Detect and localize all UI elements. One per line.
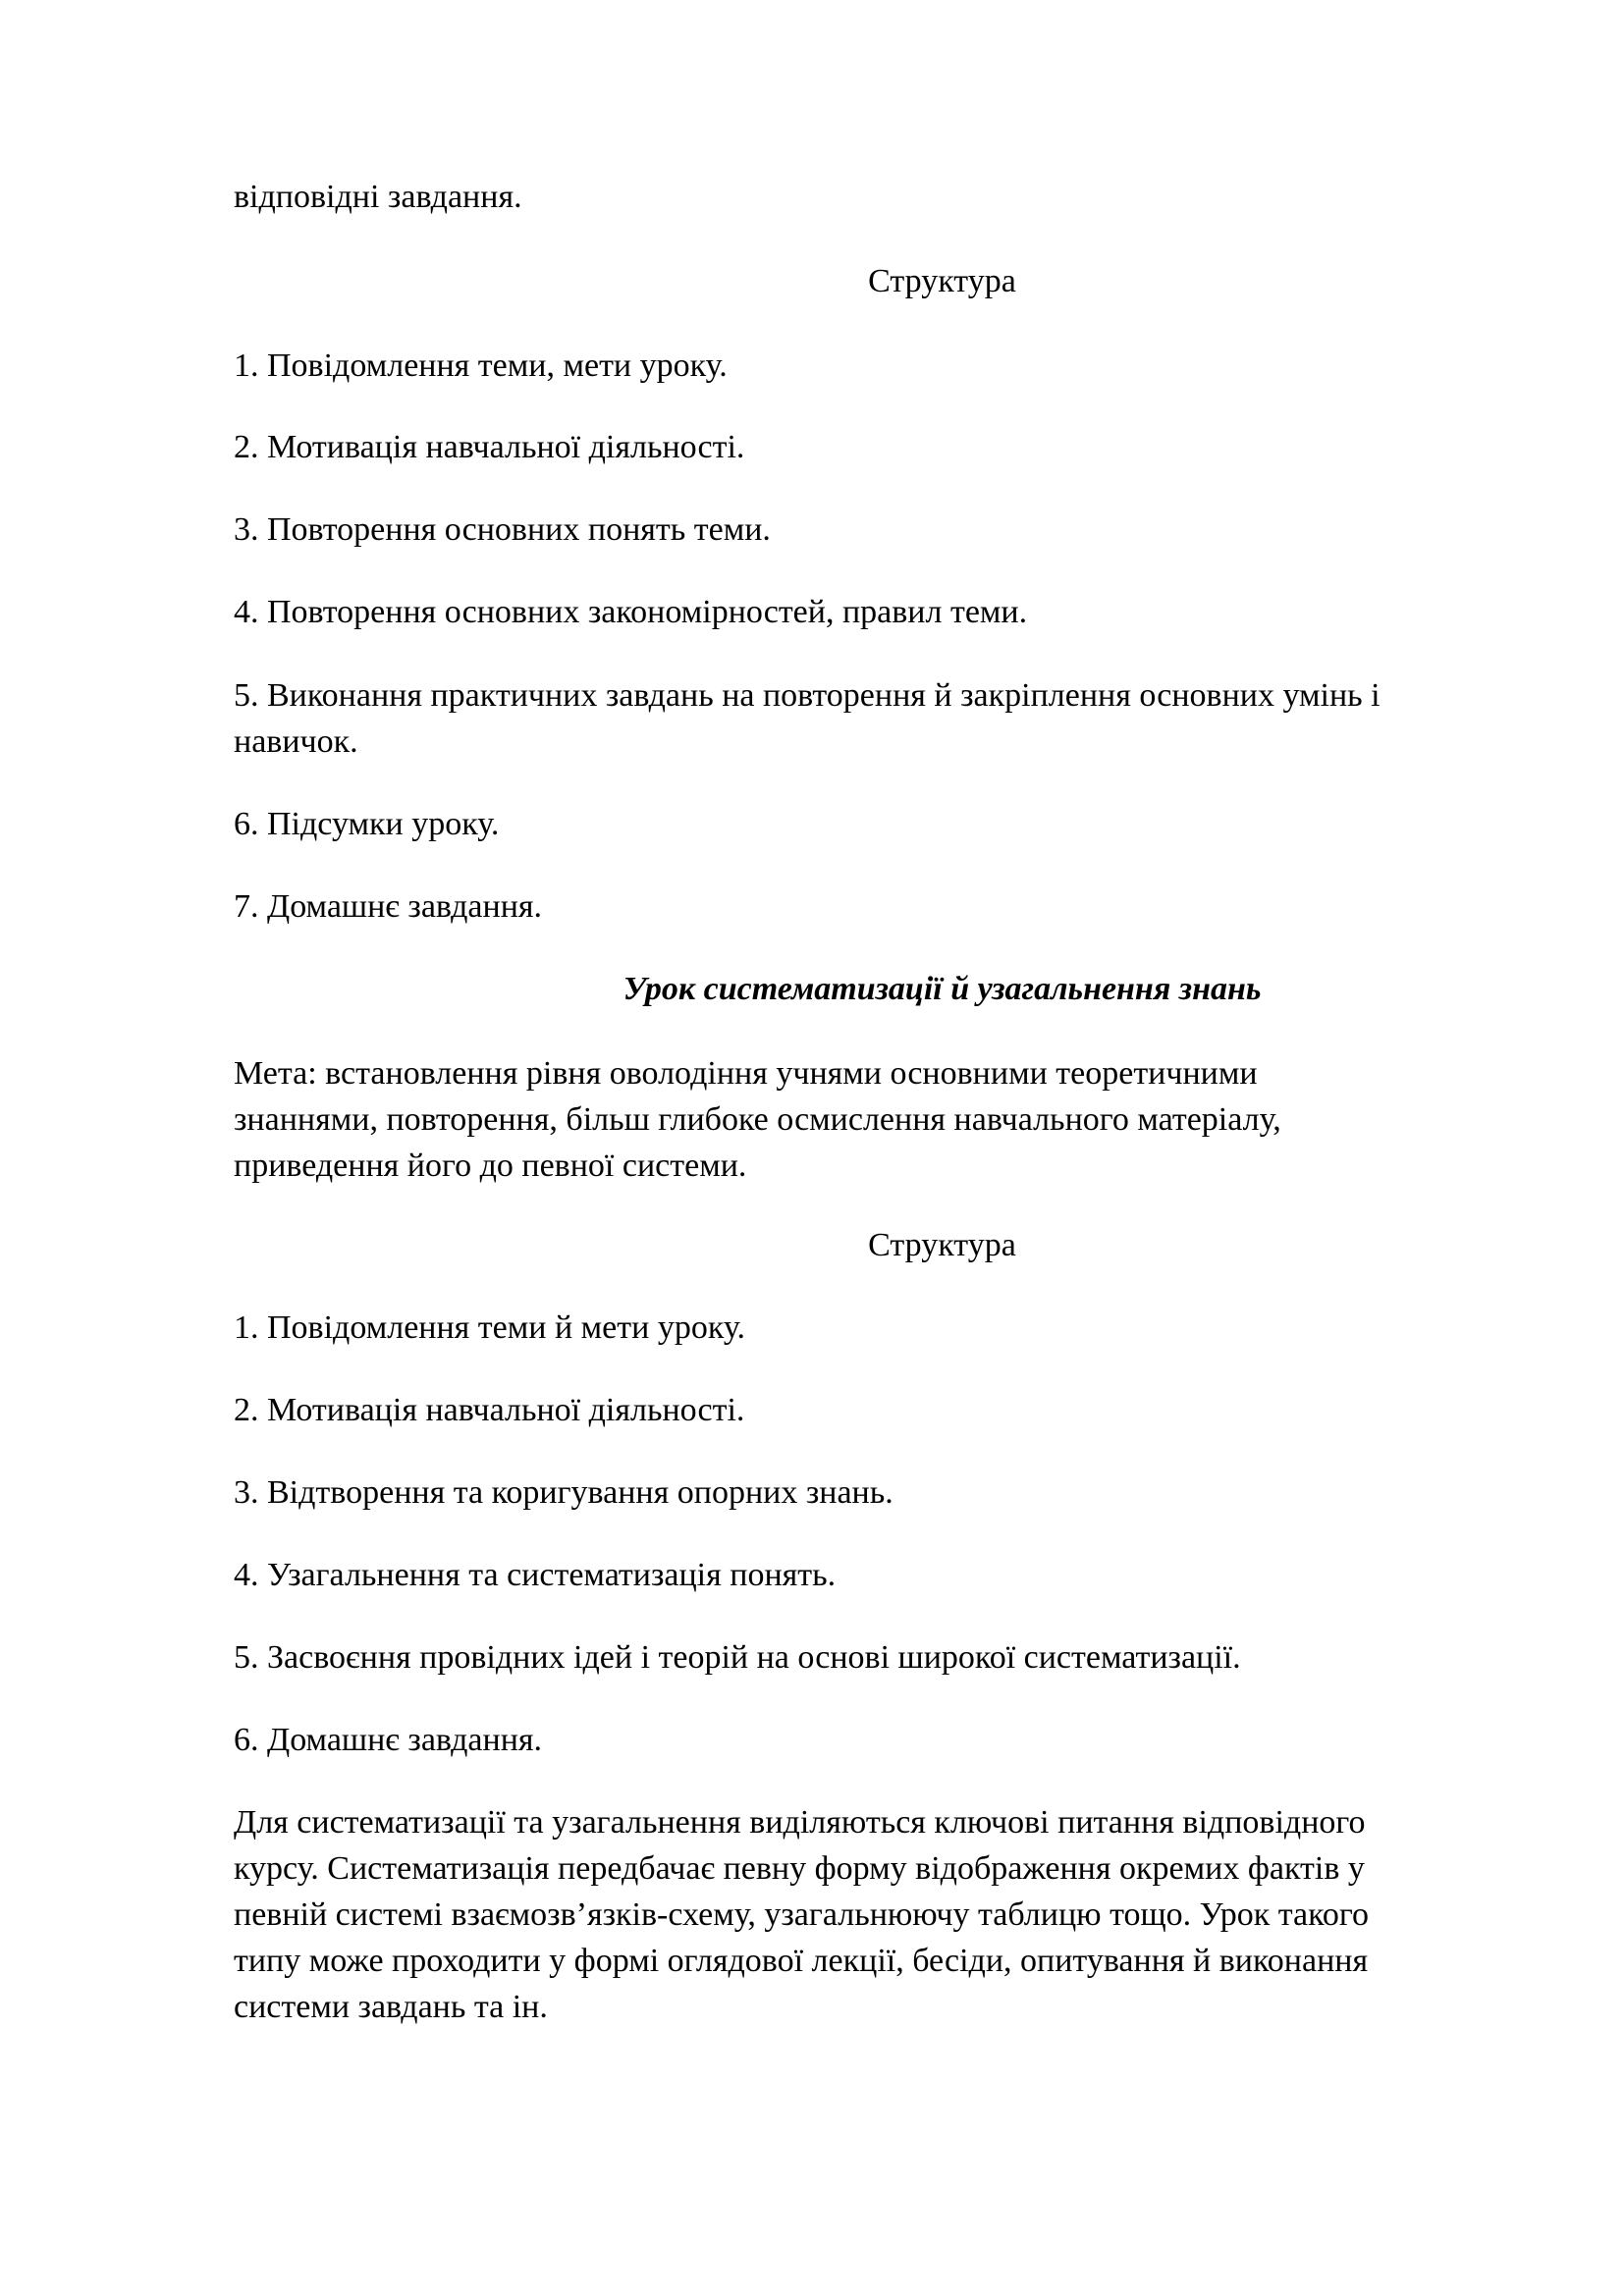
lesson-title: Урок систематизації й узагальнення знань	[623, 971, 1262, 1007]
section2-item: 1. Повідомлення теми й мети уроку.	[234, 1309, 745, 1346]
section1-item: 2. Мотивація навчальної діяльності.	[234, 429, 745, 465]
section2-item: 6. Домашнє завдання.	[234, 1722, 543, 1758]
final-paragraph-line: Для систематизації та узагальнення виділяються ключові питання відповідного	[234, 1804, 1366, 1841]
goal-line: приведення його до певної системи.	[234, 1148, 747, 1184]
final-paragraph-line: системи завдань та ін.	[234, 1989, 548, 2025]
final-paragraph-line: певній системі взаємозв’язків-схему, узагальнюючу таблицю тощо. Урок такого	[234, 1896, 1370, 1933]
section1-heading: Структура	[868, 263, 1016, 299]
section1-item: 4. Повторення основних закономірностей, правил теми.	[234, 594, 1028, 630]
final-paragraph-line: типу може проходити у формі оглядової лекції, бесіди, опитування й виконання	[234, 1943, 1369, 1979]
section1-item: 1. Повідомлення теми, мети уроку.	[234, 347, 728, 384]
section2-item: 2. Мотивація навчальної діяльності.	[234, 1392, 745, 1428]
section2-item: 5. Засвоєння провідних ідей і теорій на основі широкої систематизації.	[234, 1639, 1241, 1676]
section1-item: 6. Підсумки уроку.	[234, 806, 500, 842]
section2-heading: Структура	[868, 1227, 1016, 1263]
goal-line: знаннями, повторення, більш глибоке осмислення навчального матеріалу,	[234, 1101, 1281, 1138]
section1-item: 7. Домашнє завдання.	[234, 888, 543, 925]
final-paragraph-line: курсу. Систематизація передбачає певну форму відображення окремих фактів у	[234, 1850, 1365, 1887]
section1-item: 5. Виконання практичних завдань на повторення й закріплення основних умінь і	[234, 677, 1380, 714]
section1-item-continuation: навичок.	[234, 723, 358, 760]
section1-item: 3. Повторення основних понять теми.	[234, 511, 771, 548]
goal-line: Мета: встановлення рівня оволодіння учнями основними теоретичними	[234, 1055, 1258, 1092]
section2-item: 3. Відтворення та коригування опорних знань.	[234, 1474, 893, 1511]
section2-item: 4. Узагальнення та систематизація понять.	[234, 1557, 837, 1593]
continuation-line: відповідні завдання.	[234, 179, 522, 215]
